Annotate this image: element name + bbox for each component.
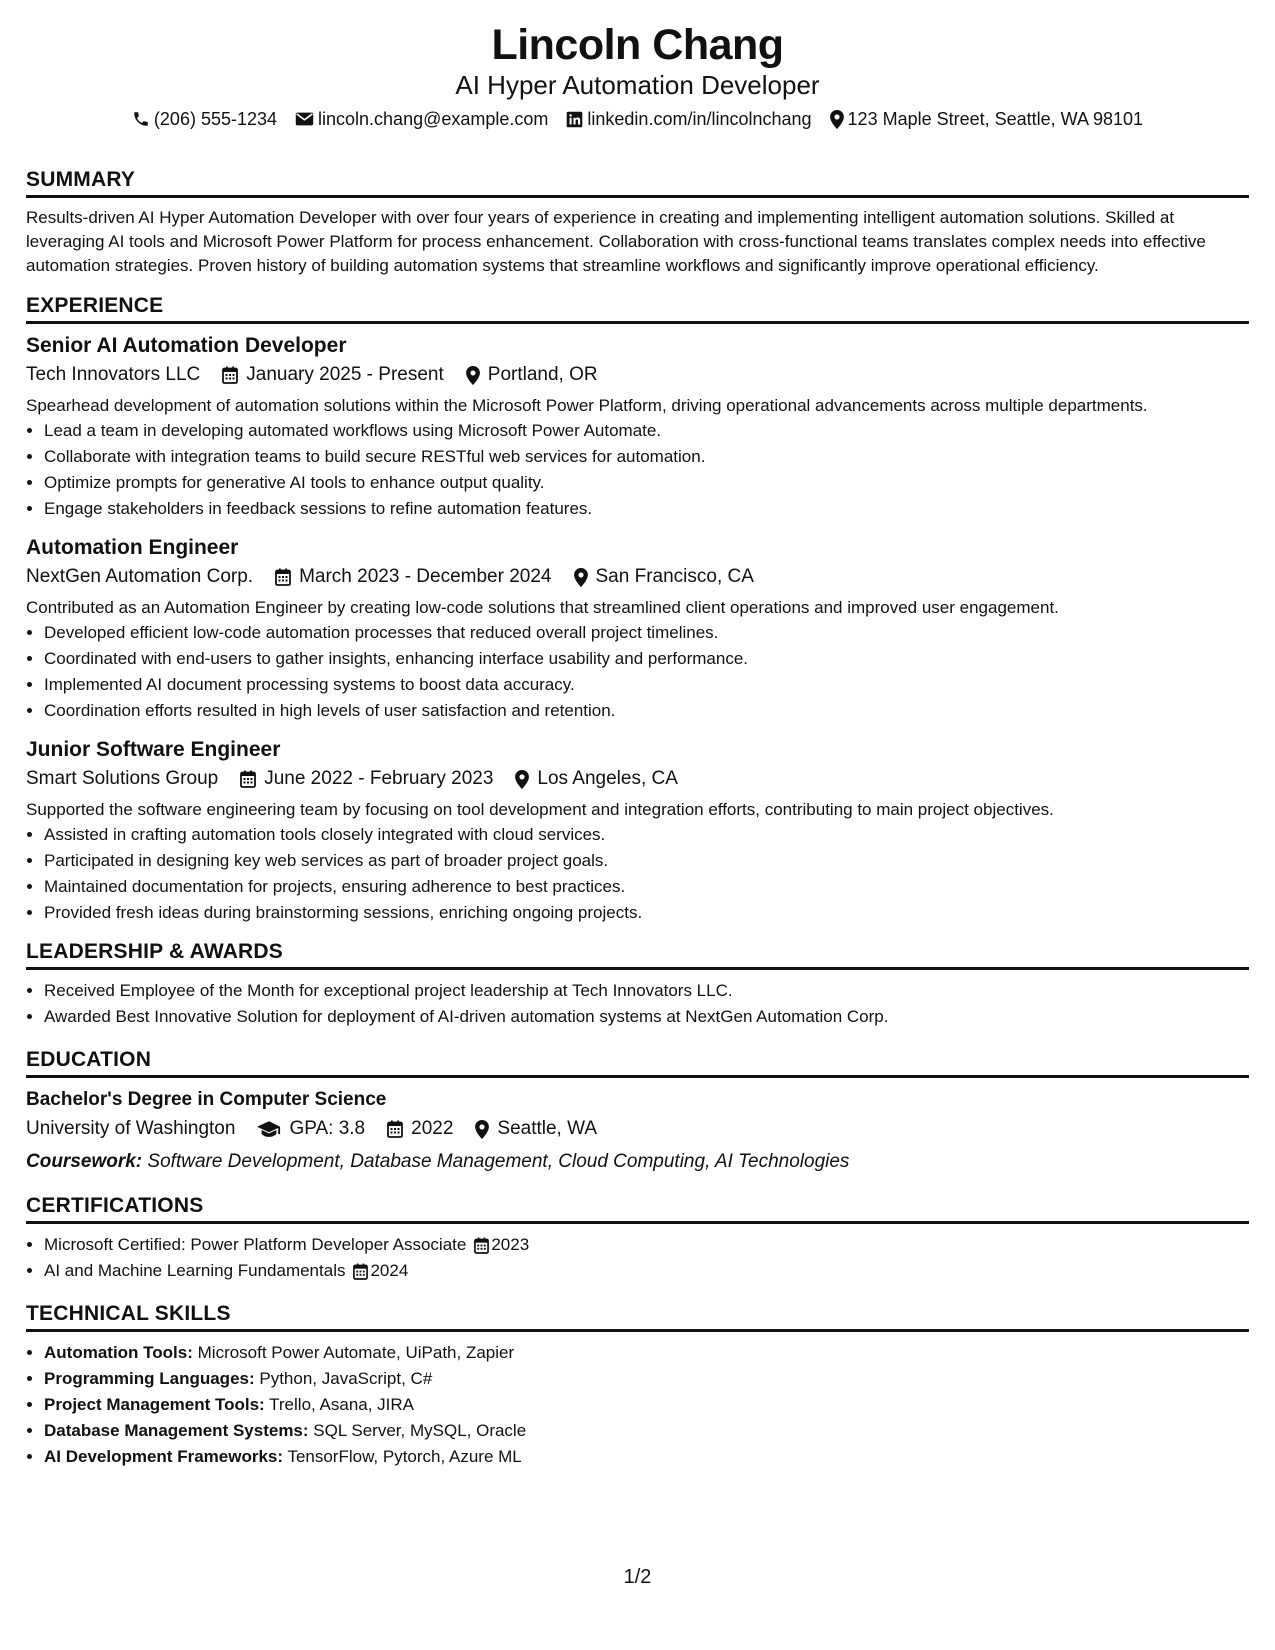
summary-text: Results-driven AI Hyper Automation Developer with over four years of experience in creating and implementing intelligent automation solutions. Skilled at leveraging AI tools and Microsoft Power Platform for process enhancement. Collaboration with cross-functional teams translates complex needs into effective automation strategies. Proven history of building automation systems that streamline workflows and significantly improve operational efficiency.	[26, 208, 1206, 275]
list-item: • Optimize prompts for generative AI tools to enhance output quality.	[44, 470, 1249, 496]
candidate-role: AI Hyper Automation Developer	[455, 70, 820, 100]
candidate-name: Lincoln Chang	[491, 21, 784, 69]
list-item: • Coordinated with end-users to gather insights, enhancing interface usability and performance.	[44, 646, 1249, 672]
phone-icon	[132, 110, 150, 128]
coursework-list: Software Development, Database Management, Cloud Computing, AI Technologies	[147, 1151, 850, 1172]
section-divider	[26, 1075, 1249, 1078]
job-location: San Francisco, CA	[595, 566, 754, 587]
contact-address	[830, 106, 1144, 132]
job-dates: June 2022 - February 2023	[264, 768, 494, 789]
coursework-label: Coursework:	[26, 1151, 143, 1172]
job-entry	[26, 332, 1249, 522]
coursework	[26, 1148, 1249, 1176]
contact-linkedin-text[interactable]: linkedin.com/in/lincolnchang	[587, 109, 812, 129]
list-item: • Coordination efforts resulted in high levels of user satisfaction and retention.	[44, 698, 1249, 724]
list-item	[44, 1366, 1249, 1392]
contact-phone-text: (206) 555-1234	[153, 109, 278, 129]
job-dates: March 2023 - December 2024	[299, 566, 552, 587]
list-item: • Awarded Best Innovative Solution for deployment of AI-driven automation systems at NextGen Automation Corp.	[44, 1004, 1249, 1030]
list-item: • Maintained documentation for projects, ensuring adherence to best practices.	[44, 874, 1249, 900]
list-item: • Collaborate with integration teams to build secure RESTful web services for automation.	[44, 444, 1249, 470]
calendar-icon	[353, 1263, 368, 1280]
calendar-icon	[240, 770, 256, 788]
map-pin-icon	[466, 366, 480, 385]
education-section	[26, 1046, 1249, 1176]
map-pin-icon	[574, 568, 588, 587]
skill-value: Microsoft Power Automate, UiPath, Zapier	[197, 1343, 515, 1362]
list-item	[44, 1392, 1249, 1418]
certifications-list	[26, 1232, 1249, 1284]
list-item: • Received Employee of the Month for exceptional project leadership at Tech Innovators LLC.	[44, 978, 1249, 1004]
job-entry	[26, 534, 1249, 724]
skill-value: SQL Server, MySQL, Oracle	[313, 1421, 527, 1440]
job-summary: Spearhead development of automation solutions within the Microsoft Power Platform, driving operational advancements across multiple departments.	[26, 396, 1148, 415]
job-company: Smart Solutions Group	[26, 768, 219, 789]
job-company: NextGen Automation Corp.	[26, 566, 254, 587]
contact-phone	[132, 106, 277, 132]
leadership-heading: LEADERSHIP & AWARDS	[26, 940, 283, 963]
summary-heading: SUMMARY	[26, 168, 136, 191]
skills-section	[26, 1300, 1249, 1470]
job-summary: Supported the software engineering team by focusing on tool development and integration efforts, contributing to main project objectives.	[26, 800, 1054, 819]
linkedin-icon	[566, 111, 583, 128]
skill-label: Programming Languages:	[44, 1369, 255, 1388]
gpa-text: GPA: 3.8	[289, 1118, 366, 1139]
calendar-icon	[275, 568, 291, 586]
job-dates: January 2025 - Present	[246, 364, 444, 385]
certifications-section	[26, 1192, 1249, 1284]
education-meta	[26, 1114, 1249, 1144]
calendar-icon	[222, 366, 238, 384]
map-pin-icon	[830, 110, 844, 129]
job-company: Tech Innovators LLC	[26, 364, 201, 385]
cert-year: 2024	[370, 1261, 409, 1280]
list-item: • Lead a team in developing automated workflows using Microsoft Power Automate.	[44, 418, 1249, 444]
leadership-section	[26, 938, 1249, 1030]
section-divider	[26, 1221, 1249, 1224]
skill-value: Trello, Asana, JIRA	[269, 1395, 415, 1414]
skill-label: Database Management Systems:	[44, 1421, 309, 1440]
calendar-icon	[474, 1237, 489, 1254]
contact-bar	[26, 106, 1249, 132]
job-meta	[26, 764, 1249, 794]
graduation-cap-icon	[257, 1121, 281, 1138]
leadership-bullets	[26, 978, 1249, 1030]
school-location: Seattle, WA	[497, 1118, 598, 1139]
section-divider	[26, 1329, 1249, 1332]
list-item: • Implemented AI document processing systems to boost data accuracy.	[44, 672, 1249, 698]
list-item	[44, 1418, 1249, 1444]
school-name: University of Washington	[26, 1118, 236, 1139]
job-location: Portland, OR	[487, 364, 598, 385]
skills-list	[26, 1340, 1249, 1470]
job-bullets	[26, 418, 1249, 522]
experience-heading: EXPERIENCE	[26, 294, 164, 317]
resume-page	[26, 20, 1249, 1470]
contact-address-text: 123 Maple Street, Seattle, WA 98101	[847, 109, 1144, 129]
list-item	[44, 1232, 1249, 1258]
list-item: • Provided fresh ideas during brainstorming sessions, enriching ongoing projects.	[44, 900, 1249, 926]
job-title: Automation Engineer	[26, 536, 239, 559]
job-location: Los Angeles, CA	[537, 768, 678, 789]
skill-value: Python, JavaScript, C#	[259, 1369, 433, 1388]
education-heading: EDUCATION	[26, 1048, 152, 1071]
skill-value: TensorFlow, Pytorch, Azure ML	[287, 1447, 522, 1466]
skills-heading: TECHNICAL SKILLS	[26, 1302, 231, 1325]
job-bullets	[26, 620, 1249, 724]
list-item: • Engage stakeholders in feedback sessions to refine automation features.	[44, 496, 1249, 522]
list-item: • Assisted in crafting automation tools closely integrated with cloud services.	[44, 822, 1249, 848]
skill-label: Automation Tools:	[44, 1343, 193, 1362]
job-title: Senior AI Automation Developer	[26, 334, 347, 357]
cert-year: 2023	[491, 1235, 530, 1254]
contact-email-text[interactable]: lincoln.chang@example.com	[318, 109, 549, 129]
skill-label: Project Management Tools:	[44, 1395, 265, 1414]
cert-name: • AI and Machine Learning Fundamentals	[44, 1261, 346, 1280]
map-pin-icon	[475, 1120, 489, 1139]
contact-email[interactable]	[295, 106, 548, 132]
calendar-icon	[387, 1120, 403, 1138]
list-item	[44, 1258, 1249, 1284]
resume-header	[26, 20, 1249, 132]
list-item: • Participated in designing key web services as part of broader project goals.	[44, 848, 1249, 874]
envelope-icon	[295, 111, 314, 127]
job-bullets	[26, 822, 1249, 926]
job-title: Junior Software Engineer	[26, 738, 281, 761]
list-item: • Developed efficient low-code automation processes that reduced overall project timelines.	[44, 620, 1249, 646]
contact-linkedin[interactable]	[566, 106, 811, 132]
cert-name: • Microsoft Certified: Power Platform Developer Associate	[44, 1235, 467, 1254]
job-entry	[26, 736, 1249, 926]
list-item	[44, 1444, 1249, 1470]
skill-label: AI Development Frameworks:	[44, 1447, 284, 1466]
summary-section	[26, 166, 1249, 278]
section-divider	[26, 967, 1249, 970]
experience-section	[26, 292, 1249, 926]
page-number: 1/2	[623, 1566, 652, 1588]
section-divider	[26, 321, 1249, 324]
section-divider	[26, 195, 1249, 198]
job-meta	[26, 360, 1249, 390]
degree-title: Bachelor's Degree in Computer Science	[26, 1089, 387, 1110]
job-summary: Contributed as an Automation Engineer by creating low-code solutions that streamlined client operations and improved user engagement.	[26, 598, 1059, 617]
job-meta	[26, 562, 1249, 592]
graduation-year: 2022	[411, 1118, 454, 1139]
map-pin-icon	[515, 770, 529, 789]
certifications-heading: CERTIFICATIONS	[26, 1194, 204, 1217]
list-item	[44, 1340, 1249, 1366]
